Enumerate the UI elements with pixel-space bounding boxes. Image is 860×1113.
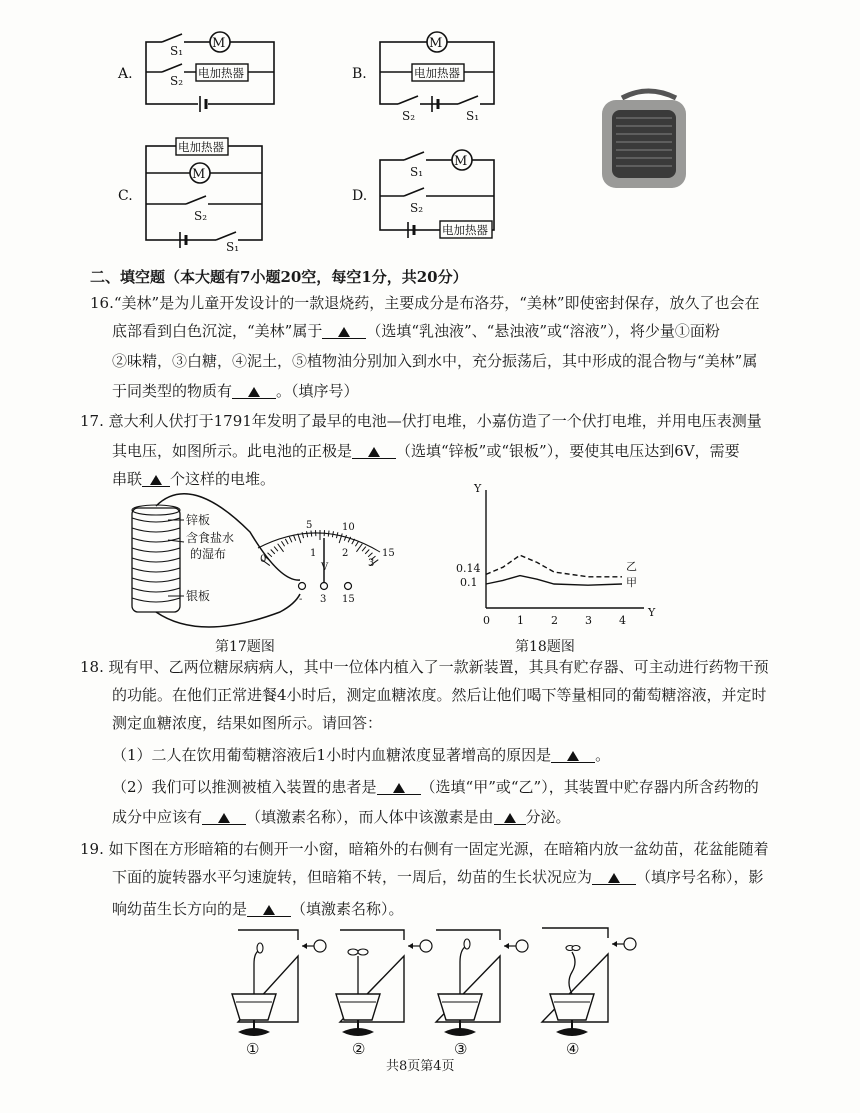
svg-text:S₁: S₁ — [466, 109, 480, 123]
answer-blank[interactable] — [247, 898, 291, 917]
q19-line1: 19. 如下图在方形暗箱的右侧开一小窗，暗箱外的右侧有一固定光源，在暗箱内放一盆幼苗，花盆能随着 — [80, 840, 769, 858]
q17-line2: 其电压，如图所示。此电池的正极是 （选填“锌板”或“银板”），要使其电压达到6V，需要 — [112, 442, 740, 460]
svg-text:S₁: S₁ — [410, 165, 424, 179]
svg-text:M: M — [429, 36, 443, 51]
svg-text:V: V — [321, 562, 329, 573]
seedling-label-4: ④ — [566, 1040, 580, 1058]
answer-blank[interactable] — [551, 744, 595, 763]
page-footer: 共8页第4页 — [386, 1059, 455, 1074]
triangle-icon — [338, 327, 350, 337]
dial-tick — [268, 553, 272, 557]
q16-line3: ②味精，③白糖，④泥土，⑤植物油分别加入到水中，充分振荡后，其中形成的混合物与“美林”属 — [112, 352, 758, 370]
svg-text:3: 3 — [368, 558, 375, 569]
svg-text:S₂: S₂ — [410, 201, 424, 215]
svg-text:2: 2 — [342, 548, 349, 559]
option-d: D. — [352, 188, 368, 204]
q18-part3: 成分中应该有 （填激素名称），而人体中该激素是由 分泌。 — [112, 808, 571, 826]
triangle-icon — [263, 905, 275, 915]
triangle-icon — [150, 475, 162, 485]
q16-line2: 底部看到白色沉淀，“美林”属于 （选填“乳浊液”、“悬浊液”或“溶液”），将少量①面粉 — [112, 322, 720, 340]
answer-blank[interactable] — [352, 440, 396, 459]
q18-part2: （2）我们可以推测被植入装置的患者是 （选填“甲”或“乙”），其装置中贮存器内所含药物的 — [112, 778, 759, 796]
xtick-label: 1 — [517, 614, 524, 627]
legend-yi: 乙 — [626, 560, 637, 573]
seedling-label-3: ③ — [454, 1040, 468, 1058]
seedling-label-2: ② — [352, 1040, 366, 1058]
svg-text:的湿布: 的湿布 — [190, 547, 227, 561]
svg-text:电加热器: 电加热器 — [414, 66, 460, 80]
dial-tick — [271, 550, 275, 554]
dial-tick — [368, 553, 372, 557]
q19-line2: 下面的旋转器水平匀速旋转，但暗箱不转，一周后，幼苗的生长状况应为 （填序号名称），影 — [112, 868, 764, 886]
q18-part1: （1）二人在饮用葡萄糖溶液后1小时内血糖浓度显著增高的原因是 。 — [112, 746, 611, 764]
svg-text:1: 1 — [310, 548, 317, 559]
xtick-label: 4 — [619, 614, 626, 627]
legend-jia: 甲 — [626, 576, 637, 589]
svg-text:3: 3 — [320, 594, 327, 605]
dial-tick — [289, 537, 292, 542]
svg-text:S₂: S₂ — [170, 74, 184, 88]
seedling-label-1: ① — [246, 1040, 260, 1058]
answer-blank[interactable] — [232, 380, 276, 399]
svg-text:15: 15 — [342, 594, 355, 605]
heater-fan-image — [602, 91, 686, 188]
answer-blank[interactable] — [142, 468, 170, 487]
svg-text:电加热器: 电加热器 — [198, 66, 244, 80]
svg-text:0: 0 — [260, 554, 267, 565]
dial-tick — [356, 544, 362, 552]
seedling-figures — [210, 926, 650, 1060]
circuit-options — [0, 0, 860, 265]
answer-blank[interactable] — [377, 776, 421, 795]
dial-tick — [311, 531, 312, 537]
dial-tick — [332, 531, 333, 537]
xtick-label: 2 — [551, 614, 558, 627]
q17-line3: 串联 个这样的电堆。 — [112, 470, 276, 488]
dial-tick — [293, 535, 295, 541]
svg-text:S₂: S₂ — [194, 209, 208, 223]
section-title: 二、填空题（本大题有7小题20空，每空1分，共20分） — [90, 268, 468, 286]
svg-text:10: 10 — [342, 522, 355, 533]
ytick-014: 0.14 — [456, 562, 481, 575]
svg-text:S₁: S₁ — [226, 240, 240, 254]
dial-tick — [281, 541, 284, 546]
svg-text:-: - — [299, 594, 303, 605]
dial-tick — [328, 531, 329, 537]
option-c: C. — [118, 188, 133, 204]
triangle-icon — [368, 447, 380, 457]
svg-text:S₁: S₁ — [170, 44, 184, 58]
triangle-icon — [218, 813, 230, 823]
dial-tick — [365, 550, 369, 554]
svg-text:银板: 银板 — [186, 589, 211, 603]
svg-text:电加热器: 电加热器 — [442, 223, 488, 237]
q18-line2: 的功能。在他们正常进餐4小时后，测定血糖浓度。然后让他们喝下等量相同的葡萄糖溶液，并定时 — [112, 686, 767, 704]
option-b: B. — [352, 66, 367, 82]
x-axis-label: Y — [648, 606, 656, 619]
svg-text:5: 5 — [306, 520, 313, 531]
fig17-caption: 第17题图 — [215, 639, 275, 655]
xtick-label: 0 — [483, 614, 490, 627]
series-jia-line — [486, 576, 622, 586]
q18-line3: 测定血糖浓度，结果如图所示。请回答： — [112, 714, 383, 732]
svg-text:含食盐水: 含食盐水 — [186, 531, 235, 545]
triangle-icon — [504, 813, 516, 823]
svg-text:15: 15 — [382, 548, 395, 559]
fig18-caption: 第18题图 — [515, 639, 575, 655]
dial-tick — [307, 531, 308, 537]
triangle-icon — [608, 873, 620, 883]
xtick-label: 3 — [585, 614, 592, 627]
option-a: A. — [118, 66, 133, 82]
dial-tick — [362, 547, 366, 552]
svg-text:S₂: S₂ — [402, 109, 416, 123]
dial-tick — [285, 539, 288, 544]
dial-tick — [274, 547, 278, 552]
dial-tick — [355, 541, 358, 546]
figure-18-chart — [450, 480, 680, 640]
answer-blank[interactable] — [494, 806, 526, 825]
q16-line1: 16.“美林”是为儿童开发设计的一款退烧药，主要成分是布洛芬，“美林”即使密封保存，放久了也会在 — [90, 294, 760, 312]
svg-text:电加热器: 电加热器 — [178, 140, 224, 154]
svg-text:M: M — [192, 167, 206, 182]
y-axis-label: Y — [474, 482, 482, 495]
svg-text:M: M — [454, 154, 468, 169]
series-yi-line — [486, 555, 622, 577]
q16-line4: 于同类型的物质有 。（填序号） — [112, 382, 359, 400]
dial-tick — [298, 534, 301, 544]
q17-line1: 17. 意大利人伏打于1791年发明了最早的电池—伏打电堆，小嘉仿造了一个伏打电堆，并用电压表测量 — [80, 412, 762, 430]
answer-blank[interactable] — [592, 866, 636, 885]
q18-line1: 18. 现有甲、乙两位糖尿病病人，其中一位体内植入了一款新装置，其具有贮存器、可主动进行药物干预 — [80, 658, 769, 676]
triangle-icon — [567, 751, 579, 761]
q19-line3: 响幼苗生长方向的是 （填激素名称）。 — [112, 900, 404, 918]
ytick-01: 0.1 — [460, 576, 478, 589]
triangle-icon — [393, 783, 405, 793]
motor-label-a: M — [212, 36, 226, 51]
answer-blank[interactable] — [202, 806, 246, 825]
triangle-icon — [248, 387, 260, 397]
dial-tick — [344, 535, 346, 541]
svg-text:锌板: 锌板 — [186, 513, 211, 527]
dial-tick — [339, 534, 342, 544]
dial-tick — [302, 532, 303, 538]
dial-tick — [278, 544, 284, 552]
answer-blank[interactable] — [322, 320, 366, 339]
figure-17 — [110, 492, 410, 642]
